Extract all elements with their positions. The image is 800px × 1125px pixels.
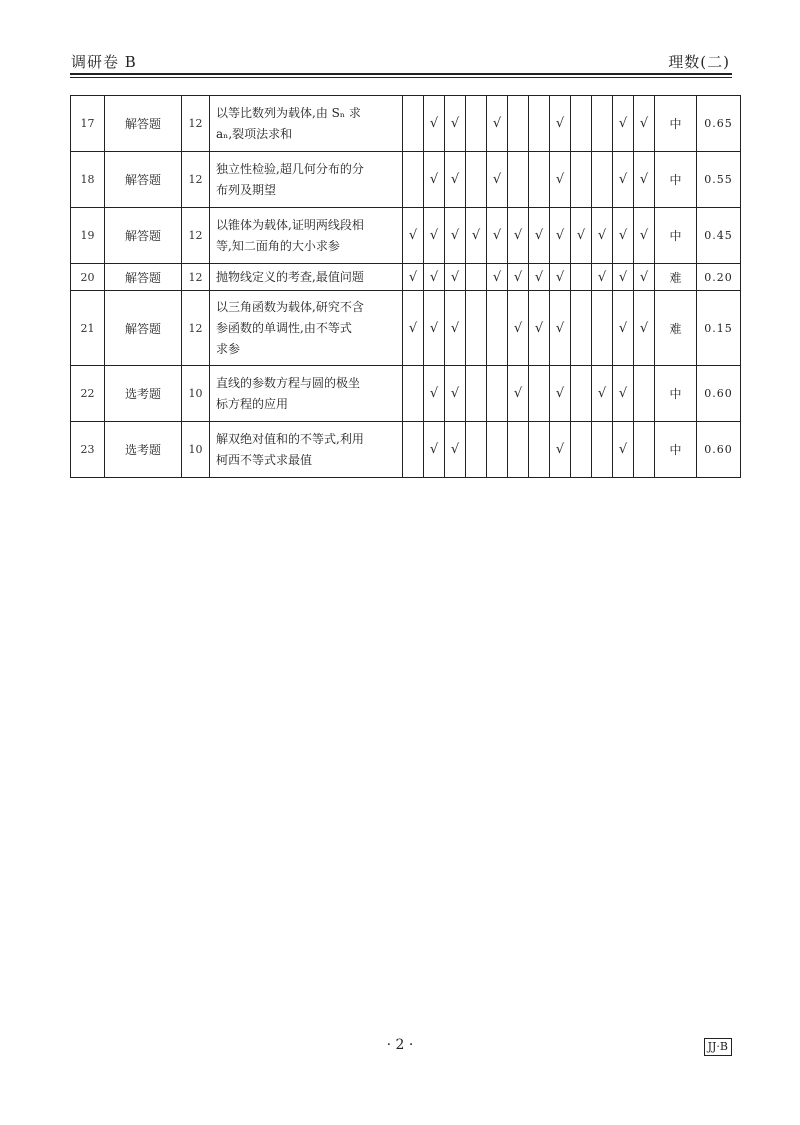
topic-cell — [210, 96, 403, 152]
check-cell — [571, 96, 592, 152]
topic-line: aₙ,裂项法求和 — [216, 126, 293, 141]
check-cell: √ — [634, 208, 655, 264]
check-cell: √ — [487, 264, 508, 291]
table-row — [71, 291, 741, 366]
check-cell — [634, 422, 655, 478]
score-cell: 12 — [182, 291, 210, 366]
check-cell — [508, 96, 529, 152]
check-cell: √ — [424, 264, 445, 291]
difficulty-cell: 难 — [655, 264, 697, 291]
table-row — [71, 208, 741, 264]
check-cell: √ — [424, 152, 445, 208]
question-type-cell: 解答题 — [105, 264, 182, 291]
difficulty-cell: 中 — [655, 422, 697, 478]
question-type-cell: 选考题 — [105, 366, 182, 422]
check-cell — [592, 152, 613, 208]
check-cell — [592, 422, 613, 478]
check-cell: √ — [550, 96, 571, 152]
check-cell: √ — [634, 291, 655, 366]
difficulty-cell: 中 — [655, 366, 697, 422]
check-cell — [403, 152, 424, 208]
rate-cell: 0.60 — [697, 422, 741, 478]
check-cell: √ — [634, 264, 655, 291]
check-cell: √ — [487, 96, 508, 152]
check-cell: √ — [508, 291, 529, 366]
check-cell: √ — [424, 422, 445, 478]
check-cell: √ — [487, 208, 508, 264]
check-cell: √ — [550, 152, 571, 208]
question-number-cell: 23 — [71, 422, 105, 478]
check-cell — [571, 264, 592, 291]
rate-cell: 0.45 — [697, 208, 741, 264]
check-cell: √ — [424, 291, 445, 366]
check-cell — [592, 96, 613, 152]
check-cell: √ — [445, 422, 466, 478]
question-type-cell: 解答题 — [105, 96, 182, 152]
topic-cell — [210, 152, 403, 208]
check-cell: √ — [508, 208, 529, 264]
question-number-cell: 18 — [71, 152, 105, 208]
check-cell — [529, 422, 550, 478]
check-cell: √ — [613, 291, 634, 366]
check-cell: √ — [466, 208, 487, 264]
check-cell — [466, 366, 487, 422]
check-cell — [487, 422, 508, 478]
check-cell: √ — [445, 96, 466, 152]
check-cell — [529, 366, 550, 422]
check-cell: √ — [613, 152, 634, 208]
topic-line: 布列及期望 — [216, 182, 277, 197]
analysis-table — [70, 95, 741, 478]
check-cell: √ — [445, 208, 466, 264]
topic-cell — [210, 208, 403, 264]
check-cell: √ — [529, 264, 550, 291]
check-cell: √ — [424, 208, 445, 264]
table-row — [71, 366, 741, 422]
topic-line: 解双绝对值和的不等式,利用 — [216, 431, 364, 446]
difficulty-cell: 难 — [655, 291, 697, 366]
topic-cell — [210, 422, 403, 478]
check-cell — [466, 152, 487, 208]
question-number-cell: 19 — [71, 208, 105, 264]
rate-cell: 0.65 — [697, 96, 741, 152]
check-cell — [508, 152, 529, 208]
table-row — [71, 422, 741, 478]
check-cell: √ — [445, 291, 466, 366]
check-cell: √ — [487, 152, 508, 208]
topic-line: 抛物线定义的考查,最值问题 — [216, 269, 364, 284]
check-cell — [529, 152, 550, 208]
check-cell — [403, 422, 424, 478]
header-rule-thin — [70, 77, 732, 78]
question-type-cell: 解答题 — [105, 291, 182, 366]
check-cell — [466, 291, 487, 366]
check-cell: √ — [613, 208, 634, 264]
check-cell: √ — [571, 208, 592, 264]
check-cell: √ — [634, 152, 655, 208]
question-number-cell: 21 — [71, 291, 105, 366]
topic-cell — [210, 291, 403, 366]
header-title: 调研卷 B — [71, 53, 137, 71]
check-cell: √ — [550, 208, 571, 264]
check-cell — [592, 291, 613, 366]
check-cell: √ — [508, 264, 529, 291]
topic-line: 等,知二面角的大小求参 — [216, 238, 340, 253]
check-cell: √ — [445, 152, 466, 208]
score-cell: 10 — [182, 422, 210, 478]
question-number-cell: 22 — [71, 366, 105, 422]
check-cell — [571, 152, 592, 208]
topic-cell — [210, 264, 403, 291]
check-cell — [571, 422, 592, 478]
check-cell — [403, 96, 424, 152]
check-cell — [466, 422, 487, 478]
check-cell — [487, 291, 508, 366]
header-rule-thick — [70, 73, 732, 75]
paper-code-badge: JJ·B — [704, 1038, 732, 1056]
check-cell: √ — [613, 366, 634, 422]
score-cell: 12 — [182, 208, 210, 264]
check-cell — [634, 366, 655, 422]
check-cell: √ — [445, 366, 466, 422]
check-cell: √ — [550, 366, 571, 422]
score-cell: 12 — [182, 264, 210, 291]
header-subject: 理数(二) — [668, 53, 730, 71]
check-cell: √ — [634, 96, 655, 152]
topic-line: 柯西不等式求最值 — [216, 452, 313, 467]
check-cell: √ — [550, 291, 571, 366]
check-cell: √ — [403, 264, 424, 291]
question-type-cell: 解答题 — [105, 208, 182, 264]
table-row — [71, 264, 741, 291]
check-cell: √ — [424, 366, 445, 422]
check-cell — [466, 264, 487, 291]
table-row — [71, 152, 741, 208]
topic-line: 独立性检验,超几何分布的分 — [216, 161, 364, 176]
rate-cell: 0.15 — [697, 291, 741, 366]
check-cell: √ — [592, 366, 613, 422]
difficulty-cell: 中 — [655, 208, 697, 264]
check-cell: √ — [445, 264, 466, 291]
rate-cell: 0.55 — [697, 152, 741, 208]
topic-line: 以三角函数为载体,研究不含 — [216, 299, 364, 314]
topic-line: 标方程的应用 — [216, 396, 289, 411]
topic-line: 参函数的单调性,由不等式 — [216, 320, 352, 335]
check-cell: √ — [613, 422, 634, 478]
rate-cell: 0.60 — [697, 366, 741, 422]
check-cell — [529, 96, 550, 152]
check-cell: √ — [403, 291, 424, 366]
check-cell: √ — [550, 264, 571, 291]
check-cell: √ — [529, 291, 550, 366]
check-cell — [466, 96, 487, 152]
score-cell: 10 — [182, 366, 210, 422]
topic-line: 直线的参数方程与圆的极坐 — [216, 375, 361, 390]
table-row — [71, 96, 741, 152]
check-cell — [571, 366, 592, 422]
topic-line: 以锥体为载体,证明两线段相 — [216, 217, 364, 232]
topic-cell — [210, 366, 403, 422]
check-cell: √ — [550, 422, 571, 478]
score-cell: 12 — [182, 96, 210, 152]
check-cell: √ — [592, 264, 613, 291]
question-type-cell: 选考题 — [105, 422, 182, 478]
difficulty-cell: 中 — [655, 152, 697, 208]
check-cell — [508, 422, 529, 478]
difficulty-cell: 中 — [655, 96, 697, 152]
check-cell — [403, 366, 424, 422]
check-cell: √ — [613, 96, 634, 152]
question-number-cell: 20 — [71, 264, 105, 291]
check-cell — [571, 291, 592, 366]
rate-cell: 0.20 — [697, 264, 741, 291]
check-cell: √ — [592, 208, 613, 264]
score-cell: 12 — [182, 152, 210, 208]
question-type-cell: 解答题 — [105, 152, 182, 208]
topic-line: 以等比数列为载体,由 Sₙ 求 — [216, 105, 361, 120]
check-cell: √ — [403, 208, 424, 264]
check-cell: √ — [613, 264, 634, 291]
page-number: · 2 · — [386, 1037, 414, 1053]
check-cell: √ — [424, 96, 445, 152]
check-cell: √ — [508, 366, 529, 422]
topic-line: 求参 — [216, 341, 241, 356]
check-cell: √ — [529, 208, 550, 264]
check-cell — [487, 366, 508, 422]
question-number-cell: 17 — [71, 96, 105, 152]
